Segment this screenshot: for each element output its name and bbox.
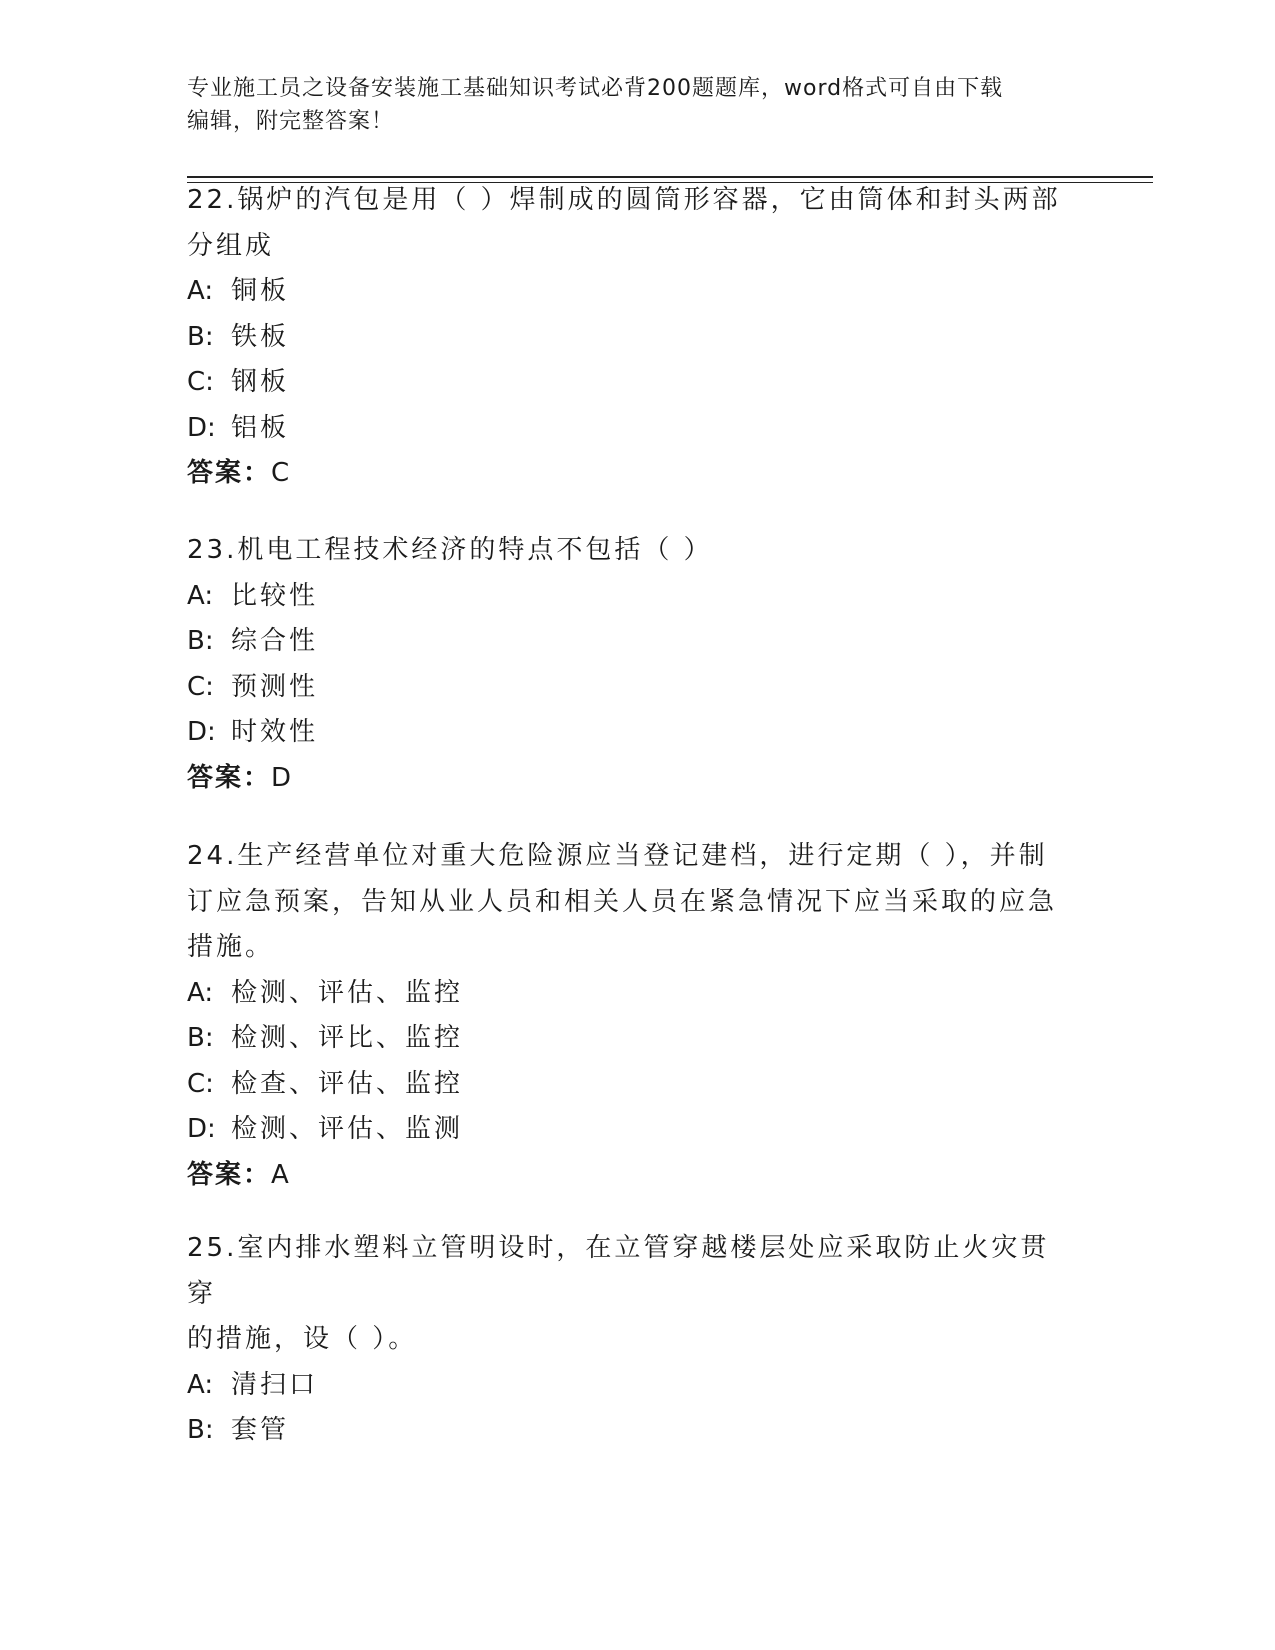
option-text: 预测性 xyxy=(231,671,319,702)
option-letter: A: xyxy=(187,977,214,1008)
option-b xyxy=(187,1016,1067,1062)
option-letter: C: xyxy=(187,1068,214,1099)
option-c xyxy=(187,665,1067,711)
option-text: 检测、评估、监测 xyxy=(231,1114,464,1144)
option-text: 检测、评估、监控 xyxy=(231,977,464,1008)
stem-line: 的措施，设（ ）。 xyxy=(187,1324,418,1354)
option-text: 检测、评比、监控 xyxy=(231,1023,464,1053)
option-letter: A: xyxy=(187,276,214,306)
option-letter: C: xyxy=(187,671,214,702)
document-header xyxy=(187,72,1067,138)
question-25 xyxy=(187,1226,1067,1454)
option-letter: D: xyxy=(187,717,216,747)
header-line-2: 编辑，附完整答案！ xyxy=(187,109,395,134)
option-text: 清扫口 xyxy=(231,1369,319,1400)
answer-line xyxy=(187,756,1067,802)
stem-line: 分组成 xyxy=(187,230,275,261)
option-letter: D: xyxy=(187,1114,216,1144)
option-text: 时效性 xyxy=(231,717,319,747)
option-text: 检查、评估、监控 xyxy=(231,1068,464,1099)
option-text: 铜板 xyxy=(231,276,290,306)
option-a xyxy=(187,1363,1067,1409)
option-text: 钢板 xyxy=(231,367,290,397)
option-c xyxy=(187,1062,1067,1108)
option-letter: A: xyxy=(187,580,214,611)
answer-line xyxy=(187,451,1067,497)
option-d xyxy=(187,710,1067,756)
stem-line: 22.锅炉的汽包是用（ ）焊制成的圆筒形容器，它由筒体和封头两部 xyxy=(187,185,1061,215)
option-a xyxy=(187,269,1067,315)
option-letter: B: xyxy=(187,1023,214,1053)
question-22 xyxy=(187,178,1067,497)
option-a xyxy=(187,574,1067,620)
option-letter: A: xyxy=(187,1369,214,1400)
answer-value: C xyxy=(271,458,290,488)
question-24 xyxy=(187,834,1067,1198)
option-c xyxy=(187,360,1067,406)
option-b xyxy=(187,619,1067,665)
option-d xyxy=(187,406,1067,452)
question-stem xyxy=(187,1226,1067,1363)
stem-line: 23.机电工程技术经济的特点不包括（ ） xyxy=(187,535,713,565)
option-b xyxy=(187,1408,1067,1454)
option-letter: B: xyxy=(187,321,214,352)
stem-line: 订应急预案，告知从业人员和相关人员在紧急情况下应当采取的应急 xyxy=(187,886,1058,917)
option-text: 铝板 xyxy=(231,412,290,443)
question-stem xyxy=(187,834,1067,971)
option-text: 比较性 xyxy=(231,580,319,611)
stem-line: 24.生产经营单位对重大危险源应当登记建档，进行定期（ ），并制 xyxy=(187,841,1048,871)
question-23 xyxy=(187,528,1067,801)
stem-line: 25.室内排水塑料立管明设时，在立管穿越楼层处应采取防止火灾贯穿 xyxy=(187,1233,1050,1309)
question-stem xyxy=(187,528,1067,574)
option-letter: B: xyxy=(187,626,214,656)
option-text: 铁板 xyxy=(231,321,290,352)
answer-value: D xyxy=(271,762,292,793)
answer-line xyxy=(187,1153,1067,1199)
option-letter: D: xyxy=(187,412,216,443)
question-stem xyxy=(187,178,1067,269)
answer-label: 答案： xyxy=(187,1159,272,1190)
option-text: 综合性 xyxy=(231,626,319,656)
answer-label: 答案： xyxy=(187,458,272,488)
header-line-1: 专业施工员之设备安装施工基础知识考试必背200题题库，word格式可自由下载 xyxy=(187,76,1004,101)
option-letter: B: xyxy=(187,1415,214,1445)
option-letter: C: xyxy=(187,367,214,397)
option-a xyxy=(187,971,1067,1017)
option-d xyxy=(187,1107,1067,1153)
option-text: 套管 xyxy=(231,1415,290,1445)
answer-value: A xyxy=(271,1159,289,1190)
option-b xyxy=(187,315,1067,361)
stem-line: 措施。 xyxy=(187,932,275,962)
answer-label: 答案： xyxy=(187,762,272,793)
